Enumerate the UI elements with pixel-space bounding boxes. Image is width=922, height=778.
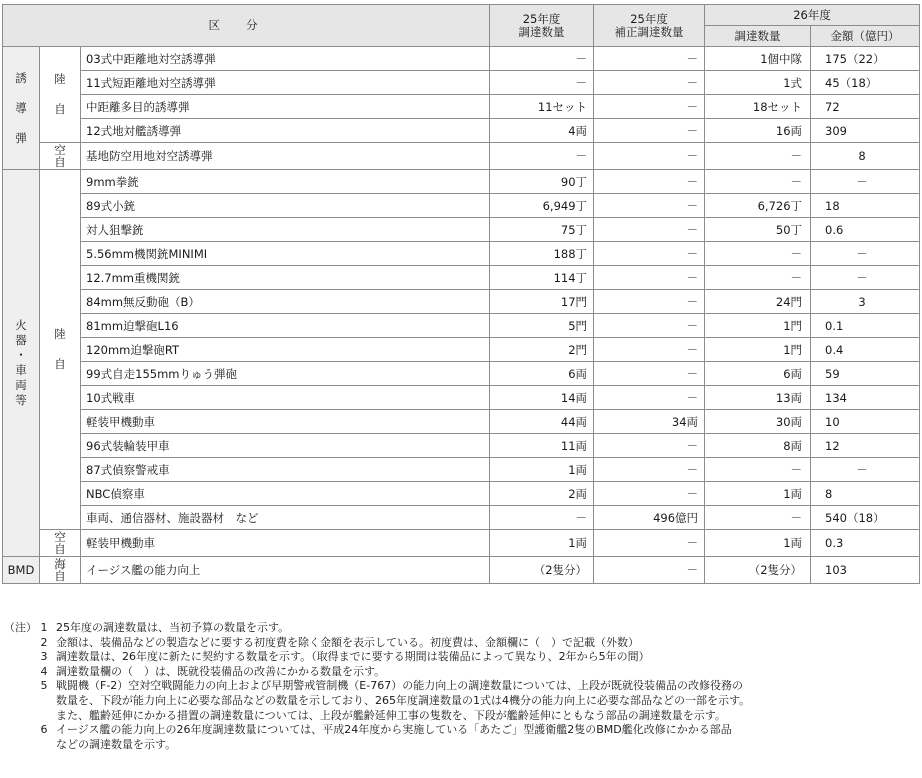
fy25-supp-qty: －	[594, 95, 705, 119]
footnote-continuation: 数量を、下段が能力向上に必要な部品などの数量を示しており、265年度調達数量の1式は4機分の能力向上に必要な部品などの一部を示す。	[56, 693, 751, 707]
item-name: 車両、通信器材、施設器材 など	[81, 506, 490, 530]
fy25-supp-qty: －	[594, 386, 705, 410]
service-asdf: 空 自	[40, 143, 81, 170]
fy25-qty: 11両	[490, 434, 594, 458]
fy26-amount: －	[811, 458, 920, 482]
fy25-supp-qty: －	[594, 458, 705, 482]
fy25-supp-qty: －	[594, 71, 705, 95]
item-name: 03式中距離地対空誘導弾	[81, 47, 490, 71]
group-missiles: 誘 導 弾	[3, 47, 40, 170]
fy25-qty: 114丁	[490, 266, 594, 290]
fy26-qty: 1式	[705, 71, 811, 95]
table-row	[3, 242, 920, 266]
fy26-amount: 12	[811, 434, 920, 458]
footnote-text: イージス艦の能力向上の26年度調達数量については、平成24年度から実施している「あたご」型護衛艦2隻のBMD艦化改修にかかる部品	[56, 723, 732, 737]
group-firearms-vehicles: 火 器 ・ 車 両 等	[3, 170, 40, 557]
footnote-text: 金額は、装備品などの製造などに要する初度費を除く金額を表示している。初度費は、金額欄に（ ）で記載（外数）	[56, 635, 639, 649]
fy25-supp-qty: －	[594, 119, 705, 143]
fy25-supp-qty: －	[594, 530, 705, 557]
table-row	[3, 482, 920, 506]
table-row	[3, 434, 920, 458]
service-msdf: 海 自	[40, 557, 81, 584]
table-row	[3, 338, 920, 362]
fy26-amount: 45（18）	[811, 71, 920, 95]
fy25-supp-qty: －	[594, 242, 705, 266]
fy26-qty: 16両	[705, 119, 811, 143]
fy26-qty: 1両	[705, 530, 811, 557]
fy26-amount: 3	[811, 290, 920, 314]
table-row	[3, 170, 920, 194]
footnote-number: 4	[40, 664, 48, 678]
fy25-supp-qty: －	[594, 170, 705, 194]
fy26-amount: 134	[811, 386, 920, 410]
fy26-qty: 1門	[705, 338, 811, 362]
footnote-continuation: などの調達数量を示す。	[56, 737, 177, 751]
footnote	[4, 723, 920, 738]
table-row	[3, 194, 920, 218]
footnote-continuation: また、艦齢延伸にかかる措置の調達数量については、上段が艦齢延伸工事の隻数を、下段が艦齢延伸にともなう部品の調達数量を示す。	[56, 708, 726, 722]
fy26-amount: 309	[811, 119, 920, 143]
footnotes	[4, 621, 920, 752]
fy25-qty: （2隻分）	[490, 557, 594, 584]
item-name: 87式偵察警戒車	[81, 458, 490, 482]
fy25-qty: 6,949丁	[490, 194, 594, 218]
fy25-qty: 2両	[490, 482, 594, 506]
fy26-amount: 72	[811, 95, 920, 119]
fy25-qty: 17門	[490, 290, 594, 314]
item-name: 軽装甲機動車	[81, 410, 490, 434]
footnote-text: 25年度の調達数量は、当初予算の数量を示す。	[56, 621, 290, 634]
item-name: 81mm迫撃砲L16	[81, 314, 490, 338]
service-gsdf-2: 陸 自	[40, 170, 81, 530]
table-row	[3, 218, 920, 242]
footnote-number: 1	[40, 621, 48, 634]
header-fy26-amount: 金額（億円）	[811, 26, 920, 47]
item-name: 中距離多目的誘導弾	[81, 95, 490, 119]
header-fy26: 26年度	[705, 5, 920, 26]
fy26-amount: 175（22）	[811, 47, 920, 71]
footnote-text: 調達数量欄の（ ）は、既就役装備品の改善にかかる数量を示す。	[56, 664, 386, 678]
fy26-qty: －	[705, 242, 811, 266]
item-name: 84mm無反動砲（B）	[81, 290, 490, 314]
group-bmd: BMD	[3, 557, 40, 584]
fy25-supp-qty: 34両	[594, 410, 705, 434]
item-name: 基地防空用地対空誘導弾	[81, 143, 490, 170]
table-row	[3, 290, 920, 314]
fy26-qty: （2隻分）	[705, 557, 811, 584]
item-name: 99式自走155mmりゅう弾砲	[81, 362, 490, 386]
table-row	[3, 143, 920, 170]
fy26-qty: 1個中隊	[705, 47, 811, 71]
item-name: 9mm拳銃	[81, 170, 490, 194]
fy26-qty: －	[705, 266, 811, 290]
item-name: 12.7mm重機関銃	[81, 266, 490, 290]
fy25-supp-qty: －	[594, 266, 705, 290]
service-gsdf: 陸 自	[40, 47, 81, 143]
fy26-qty: 1両	[705, 482, 811, 506]
fy25-supp-qty: 496億円	[594, 506, 705, 530]
footnote-number: 2	[40, 635, 48, 649]
fy25-supp-qty: －	[594, 290, 705, 314]
fy25-supp-qty: －	[594, 338, 705, 362]
service-asdf-2: 空 自	[40, 530, 81, 557]
fy25-supp-qty: －	[594, 362, 705, 386]
item-name: 12式地対艦誘導弾	[81, 119, 490, 143]
fy26-qty: 6両	[705, 362, 811, 386]
fy26-qty: 13両	[705, 386, 811, 410]
fy26-qty: 18セット	[705, 95, 811, 119]
fy26-amount: 0.4	[811, 338, 920, 362]
fy26-amount: 0.3	[811, 530, 920, 557]
item-name: 96式装輪装甲車	[81, 434, 490, 458]
header-fy26-qty: 調達数量	[705, 26, 811, 47]
fy25-supp-qty: －	[594, 482, 705, 506]
table-row	[3, 410, 920, 434]
footnote-text: 戦闘機（F-2）空対空戦闘能力の向上および早期警戒管制機（E-767）の能力向上の調達数量については、上段が既就役装備品の改修役務の	[56, 679, 743, 693]
fy25-qty: －	[490, 47, 594, 71]
item-name: 11式短距離地対空誘導弾	[81, 71, 490, 95]
fy25-supp-qty: －	[594, 194, 705, 218]
item-name: 5.56mm機関銃MINIMI	[81, 242, 490, 266]
footnote	[4, 679, 920, 694]
table-row	[3, 530, 920, 557]
item-name: 89式小銃	[81, 194, 490, 218]
fy25-qty: 4両	[490, 119, 594, 143]
fy25-qty: 5門	[490, 314, 594, 338]
fy25-qty: 44両	[490, 410, 594, 434]
header-kubun: 区分	[3, 5, 490, 47]
fy25-qty: －	[490, 143, 594, 170]
item-name: NBC偵察車	[81, 482, 490, 506]
fy26-amount: 8	[811, 482, 920, 506]
header-fy25-supplementary: 25年度 補正調達数量	[594, 5, 705, 47]
fy26-qty: －	[705, 506, 811, 530]
table-row	[3, 71, 920, 95]
header-fy25-qty: 25年度 調達数量	[490, 5, 594, 47]
table-row	[3, 362, 920, 386]
fy25-qty: 6両	[490, 362, 594, 386]
fy26-qty: 24門	[705, 290, 811, 314]
table-row	[3, 95, 920, 119]
fy25-qty: 90丁	[490, 170, 594, 194]
fy25-supp-qty: －	[594, 218, 705, 242]
fy26-qty: －	[705, 170, 811, 194]
item-name: 120mm迫撃砲RT	[81, 338, 490, 362]
fy26-qty: －	[705, 143, 811, 170]
fy25-qty: 1両	[490, 458, 594, 482]
fy26-amount: －	[811, 266, 920, 290]
footnote-lead: （注）	[4, 621, 37, 634]
footnote	[4, 636, 920, 651]
fy25-qty: 1両	[490, 530, 594, 557]
fy26-amount: －	[811, 242, 920, 266]
fy25-qty: －	[490, 71, 594, 95]
fy26-qty: －	[705, 458, 811, 482]
footnote-text: 調達数量は、26年度に新たに契約する数量を示す。（取得までに要する期間は装備品によって異なり、2年から5年の間）	[56, 650, 650, 664]
item-name: 軽装甲機動車	[81, 530, 490, 557]
footnote	[4, 621, 920, 636]
fy25-qty: 14両	[490, 386, 594, 410]
table-row	[3, 47, 920, 71]
item-name: 10式戦車	[81, 386, 490, 410]
fy25-supp-qty: －	[594, 143, 705, 170]
fy26-qty: 1門	[705, 314, 811, 338]
table-row	[3, 386, 920, 410]
table-row	[3, 314, 920, 338]
fy26-amount: 0.1	[811, 314, 920, 338]
footnote-number: 6	[40, 723, 48, 737]
fy26-qty: 8両	[705, 434, 811, 458]
item-name: イージス艦の能力向上	[81, 557, 490, 584]
footnote	[4, 650, 920, 665]
table-row	[3, 119, 920, 143]
fy26-qty: 30両	[705, 410, 811, 434]
fy26-amount: 59	[811, 362, 920, 386]
fy25-qty: 75丁	[490, 218, 594, 242]
fy26-amount: －	[811, 170, 920, 194]
fy25-qty: －	[490, 506, 594, 530]
fy25-qty: 11セット	[490, 95, 594, 119]
fy26-amount: 0.6	[811, 218, 920, 242]
fy26-qty: 6,726丁	[705, 194, 811, 218]
fy26-amount: 540（18）	[811, 506, 920, 530]
fy26-qty: 50丁	[705, 218, 811, 242]
fy25-qty: 188丁	[490, 242, 594, 266]
footnote-number: 5	[40, 679, 48, 693]
table-row	[3, 557, 920, 584]
table-row	[3, 506, 920, 530]
table-row	[3, 266, 920, 290]
fy26-amount: 10	[811, 410, 920, 434]
fy26-amount: 103	[811, 557, 920, 584]
fy25-supp-qty: －	[594, 557, 705, 584]
footnote-number: 3	[40, 650, 48, 664]
footnote	[4, 665, 920, 680]
fy25-qty: 2門	[490, 338, 594, 362]
procurement-table	[2, 4, 920, 584]
table-row	[3, 458, 920, 482]
fy25-supp-qty: －	[594, 434, 705, 458]
fy26-amount: 18	[811, 194, 920, 218]
fy26-amount: 8	[811, 143, 920, 170]
item-name: 対人狙撃銃	[81, 218, 490, 242]
fy25-supp-qty: －	[594, 314, 705, 338]
fy25-supp-qty: －	[594, 47, 705, 71]
